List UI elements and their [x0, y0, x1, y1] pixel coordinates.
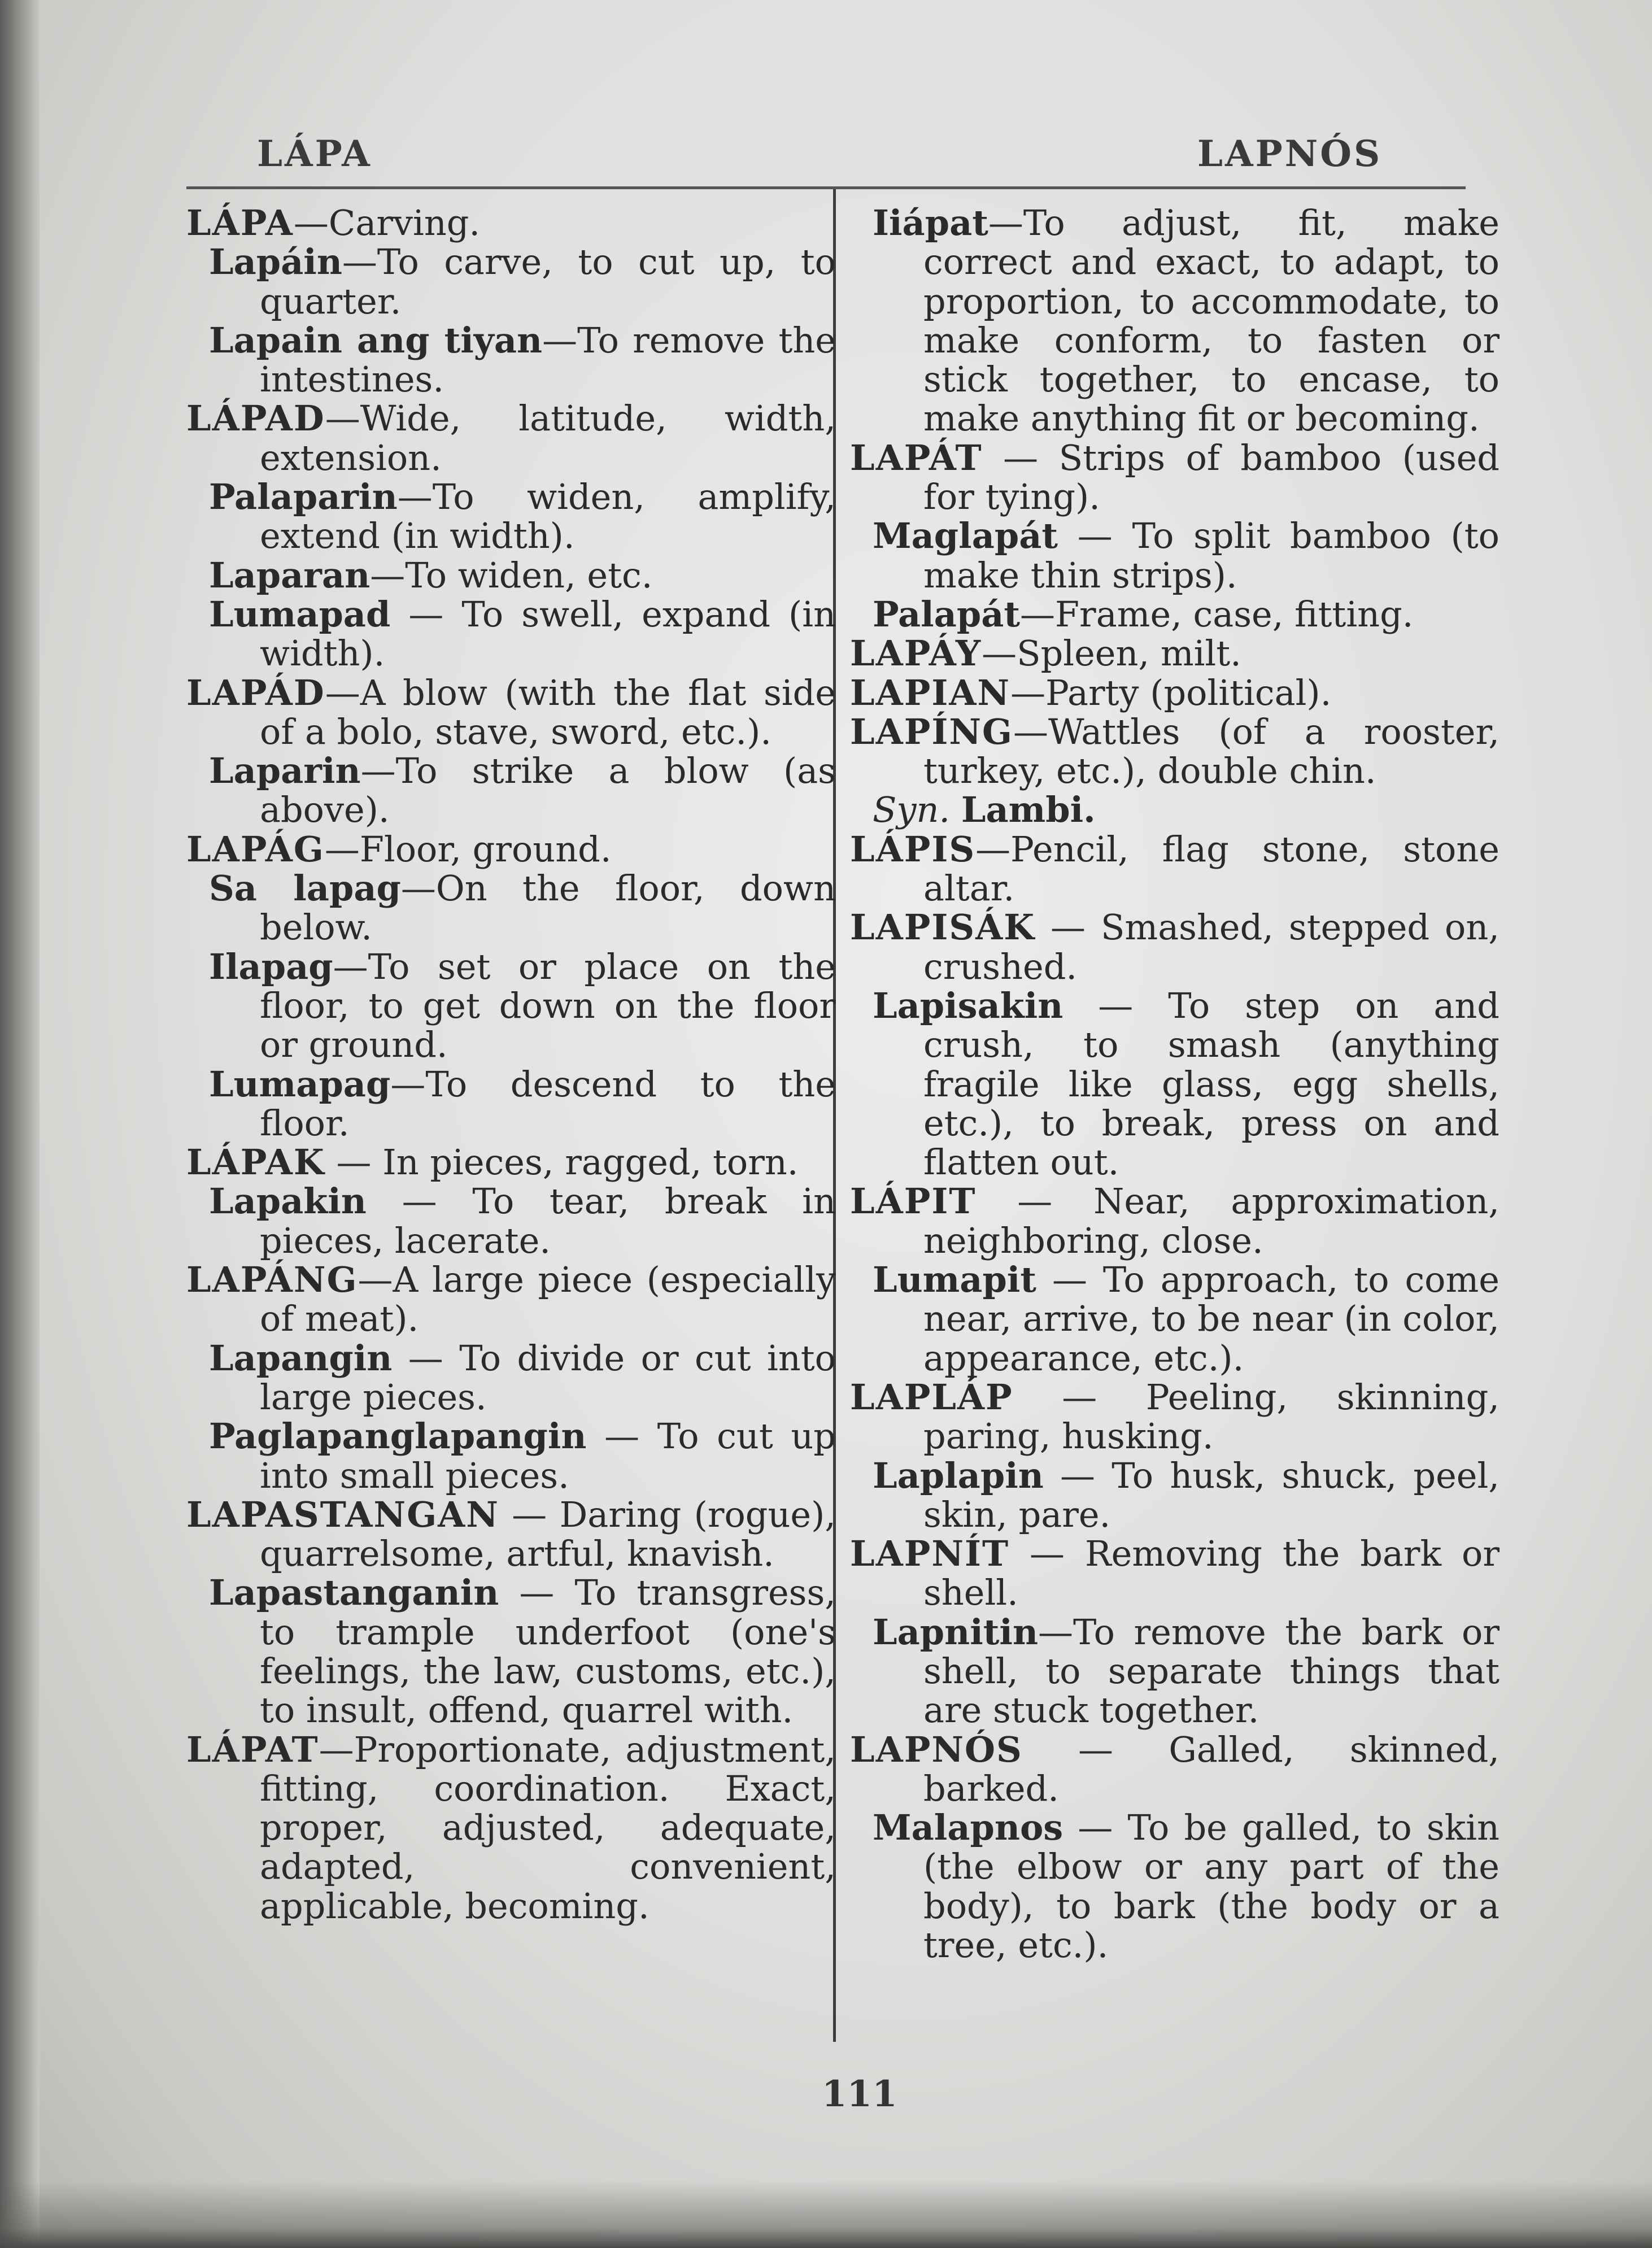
entry-separator: — — [982, 633, 1017, 674]
definition-text: Pencil, flag stone, stone altar. — [923, 828, 1500, 909]
dictionary-subentry — [850, 1456, 1500, 1535]
left-column — [186, 203, 836, 1925]
definition-text: To set or place on the floor, to get down on the floor or ground. — [260, 946, 836, 1066]
subentry-term: Palapát — [873, 593, 1021, 635]
dictionary-headword-entry — [186, 1260, 836, 1339]
subentry-term: Lapastanganin — [209, 1572, 499, 1614]
dictionary-subentry — [186, 869, 836, 947]
headword: LÁPA — [186, 202, 294, 243]
definition-text: To husk, shuck, peel, skin, pare. — [923, 1454, 1500, 1535]
header-rule — [186, 186, 1466, 189]
entry-separator: — — [397, 476, 433, 518]
dictionary-subentry — [186, 1417, 836, 1495]
definition-text: On the floor, down below. — [260, 868, 836, 948]
definition-text: To approach, to come near, arrive, to be near (in color, appearance, etc.). — [923, 1259, 1500, 1379]
definition-text: To step on and crush, to smash (anything fragile like glass, egg shells, etc.), to break, press on and flatten out. — [923, 984, 1500, 1183]
headword: LAPÁT — [850, 437, 983, 478]
dictionary-subentry — [850, 1260, 1500, 1378]
definition-text: Proportionate, adjustment, fitting, coordination. Exact, proper, adjusted, adequate, adapted, convenient, applicable, becoming. — [260, 1728, 836, 1927]
running-head-right: LAPNÓS — [1197, 133, 1383, 175]
definition-text: To remove the bark or shell, to separate things that are stuck together. — [923, 1611, 1500, 1731]
dictionary-headword-entry — [850, 712, 1500, 791]
dictionary-headword-entry — [850, 1534, 1500, 1613]
entry-separator: — — [325, 398, 360, 439]
dictionary-subentry — [850, 516, 1500, 595]
headword: LAPNÍT — [850, 1533, 1010, 1575]
definition-text: Smashed, stepped on, crushed. — [923, 907, 1500, 987]
entry-separator: — — [366, 1180, 473, 1222]
page-number: 111 — [822, 2073, 897, 2115]
entry-separator: — — [1038, 1611, 1074, 1653]
entry-separator: — — [976, 1180, 1094, 1222]
subentry-term: Laparan — [209, 554, 370, 596]
dictionary-subentry — [186, 947, 836, 1065]
headword: LAPÁD — [186, 672, 325, 713]
book-spine-shadow — [0, 0, 40, 2248]
definition-text: To descend to the floor. — [260, 1063, 836, 1144]
dictionary-subentry — [186, 1573, 836, 1729]
headword: LÁPIT — [850, 1180, 977, 1222]
subentry-term: Lumapad — [209, 593, 391, 635]
running-head-left: LÁPA — [257, 133, 372, 175]
subentry-term: Lapáin — [209, 241, 342, 283]
definition-text: To tear, break in pieces, lacerate. — [260, 1180, 836, 1261]
dictionary-subentry — [850, 595, 1500, 634]
entry-separator: — — [319, 1728, 354, 1770]
headword: LAPLÁP — [850, 1376, 1013, 1418]
dictionary-subentry — [850, 203, 1500, 438]
dictionary-subentry — [186, 1065, 836, 1143]
entry-separator: — — [342, 241, 377, 283]
dictionary-subentry — [850, 1808, 1500, 1964]
entry-separator: — — [542, 319, 578, 361]
subentry-term: Sa lapag — [209, 868, 401, 909]
dictionary-subentry — [186, 1339, 836, 1417]
entry-separator: — — [360, 750, 396, 792]
entry-separator: — — [1063, 1807, 1128, 1849]
dictionary-headword-entry — [850, 634, 1500, 673]
definition-text: To split bamboo (to make thin strips). — [923, 515, 1500, 596]
headword: LÁPAT — [186, 1728, 319, 1770]
entry-separator: — — [499, 1572, 575, 1614]
definition-text: To adjust, fit, make correct and exact, to adapt, to proportion, to accommodate, to make conform, to fasten or stick together, to encase, to make anything fit or becoming. — [923, 202, 1500, 439]
dictionary-headword-entry — [186, 399, 836, 477]
entry-separator: — — [324, 828, 360, 870]
dictionary-headword-entry — [186, 830, 836, 869]
entry-separator: — — [499, 1493, 560, 1535]
dictionary-headword-entry — [850, 1378, 1500, 1456]
entry-separator: — — [325, 1142, 383, 1183]
dictionary-headword-entry — [186, 1143, 836, 1182]
entry-separator: — — [325, 672, 360, 713]
headword: LAPÁG — [186, 828, 325, 870]
definition-text: Frame, case, fitting. — [1055, 593, 1414, 635]
definition-text: Near, approximation, neighboring, close. — [923, 1180, 1500, 1261]
definition-text: Removing the bark or shell. — [923, 1533, 1500, 1614]
entry-separator: — — [1010, 672, 1046, 713]
dictionary-subentry — [850, 790, 1500, 829]
definition-text: To divide or cut into large pieces. — [260, 1337, 836, 1418]
headword: LAPISÁK — [850, 907, 1036, 948]
dictionary-headword-entry — [186, 673, 836, 752]
dictionary-headword-entry — [850, 908, 1500, 986]
headword: LÁPIS — [850, 828, 976, 870]
definition-text: To widen, amplify, extend (in width). — [260, 476, 836, 557]
dictionary-subentry — [186, 242, 836, 321]
definition-text: Daring (rogue), quarrelsome, artful, knavish. — [260, 1493, 836, 1575]
dictionary-headword-entry — [186, 203, 836, 242]
definition-text: Party (political). — [1045, 672, 1332, 713]
headword: LAPNÓS — [850, 1728, 1023, 1770]
subentry-term: Malapnos — [873, 1807, 1063, 1849]
subentry-term: Iiápat — [873, 202, 988, 243]
subentry-term: Lumapit — [873, 1259, 1036, 1301]
subentry-term: Lapain ang tiyan — [209, 319, 543, 361]
entry-separator: — — [370, 554, 406, 596]
entry-separator: — — [1063, 984, 1169, 1026]
synonym-term: Lambi. — [961, 789, 1096, 831]
entry-separator: — — [1013, 1376, 1146, 1418]
dictionary-subentry — [850, 1613, 1500, 1730]
dictionary-subentry — [186, 321, 836, 399]
definition-text: To carve, to cut up, to quarter. — [260, 241, 836, 322]
definition-text: To be galled, to skin (the elbow or any part of the body), to bark (the body or a tree, etc.). — [923, 1807, 1500, 1966]
subentry-term: Laparin — [209, 750, 361, 792]
subentry-term: Maglapát — [873, 515, 1058, 557]
dictionary-headword-entry — [850, 438, 1500, 517]
entry-separator: — — [1022, 1728, 1169, 1770]
dictionary-subentry — [186, 477, 836, 556]
subentry-term: Lapisakin — [873, 984, 1063, 1026]
definition-text: In pieces, ragged, torn. — [382, 1142, 799, 1183]
definition-text: Strips of bamboo (used for tying). — [923, 437, 1500, 518]
entry-separator: — — [293, 202, 329, 243]
subentry-term: Lapakin — [209, 1180, 367, 1222]
synonym-label: Syn. — [873, 789, 951, 831]
entry-separator: — — [1035, 907, 1101, 948]
dictionary-headword-entry — [850, 1182, 1500, 1260]
definition-text: A blow (with the flat side of a bolo, stave, sword, etc.). — [260, 672, 836, 752]
entry-separator: — — [1020, 593, 1056, 635]
definition-text: Carving. — [328, 202, 481, 243]
dictionary-subentry — [850, 986, 1500, 1182]
entry-separator: — — [358, 1259, 393, 1301]
dictionary-subentry — [186, 556, 836, 595]
subentry-term: Lapangin — [209, 1337, 393, 1379]
headword: LAPÁY — [850, 633, 982, 674]
entry-separator: — — [1013, 711, 1048, 752]
headword: LAPIAN — [850, 672, 1011, 713]
definition-text: To transgress, to trample underfoot (one's feelings, the law, customs, etc.), to insult, offend, quarrel with. — [260, 1572, 836, 1731]
subentry-term: Lapnitin — [873, 1611, 1039, 1653]
subentry-term: Ilapag — [209, 946, 333, 987]
dictionary-headword-entry — [850, 1730, 1500, 1809]
entry-separator: — — [975, 828, 1011, 870]
headword: LAPÁNG — [186, 1259, 358, 1301]
entry-separator: — — [1043, 1454, 1112, 1496]
definition-text: To remove the intestines. — [260, 319, 836, 400]
entry-separator: — — [400, 868, 436, 909]
definition-text: Galled, skinned, barked. — [923, 1728, 1500, 1809]
definition-text: Peeling, skinning, paring, husking. — [923, 1376, 1500, 1457]
entry-separator: — — [390, 593, 462, 635]
subentry-term: Lumapag — [209, 1063, 391, 1105]
definition-text: To widen, etc. — [405, 554, 653, 596]
dictionary-headword-entry — [850, 673, 1500, 712]
definition-text: To swell, expand (in width). — [260, 593, 836, 674]
entry-separator: — — [982, 437, 1059, 478]
dictionary-subentry — [186, 1182, 836, 1260]
entry-separator: — — [390, 1063, 426, 1105]
headword: LÁPAK — [186, 1142, 325, 1183]
dictionary-subentry — [186, 595, 836, 673]
headword: LÁPAD — [186, 398, 325, 439]
definition-text: Wide, latitude, width, extension. — [260, 398, 836, 478]
definition-text: Spleen, milt. — [1017, 633, 1241, 674]
definition-text: Floor, ground. — [359, 828, 612, 870]
subentry-term: Laplapin — [873, 1454, 1044, 1496]
definition-text: A large piece (especially of meat). — [260, 1259, 836, 1340]
headword: LAPASTANGAN — [186, 1493, 499, 1535]
entry-separator: — — [392, 1337, 460, 1379]
definition-text: To cut up into small pieces. — [260, 1415, 836, 1496]
dictionary-headword-entry — [186, 1495, 836, 1574]
subentry-term: Palaparin — [209, 476, 398, 518]
bottom-edge-shadow — [0, 2180, 1652, 2248]
entry-separator: — — [333, 946, 368, 987]
subentry-term: Paglapanglapangin — [209, 1415, 587, 1457]
entry-separator: — — [988, 202, 1023, 243]
right-column — [850, 203, 1500, 1964]
definition-text: To strike a blow (as above). — [260, 750, 836, 831]
entry-separator: — — [1009, 1533, 1085, 1575]
dictionary-headword-entry — [850, 830, 1500, 908]
entry-separator: — — [586, 1415, 657, 1457]
dictionary-headword-entry — [186, 1730, 836, 1925]
dictionary-subentry — [186, 751, 836, 830]
headword: LAPÍNG — [850, 711, 1013, 752]
definition-text: Wattles (of a rooster, turkey, etc.), double chin. — [923, 711, 1500, 792]
entry-separator: — — [1036, 1259, 1103, 1301]
entry-separator: — — [1058, 515, 1132, 557]
